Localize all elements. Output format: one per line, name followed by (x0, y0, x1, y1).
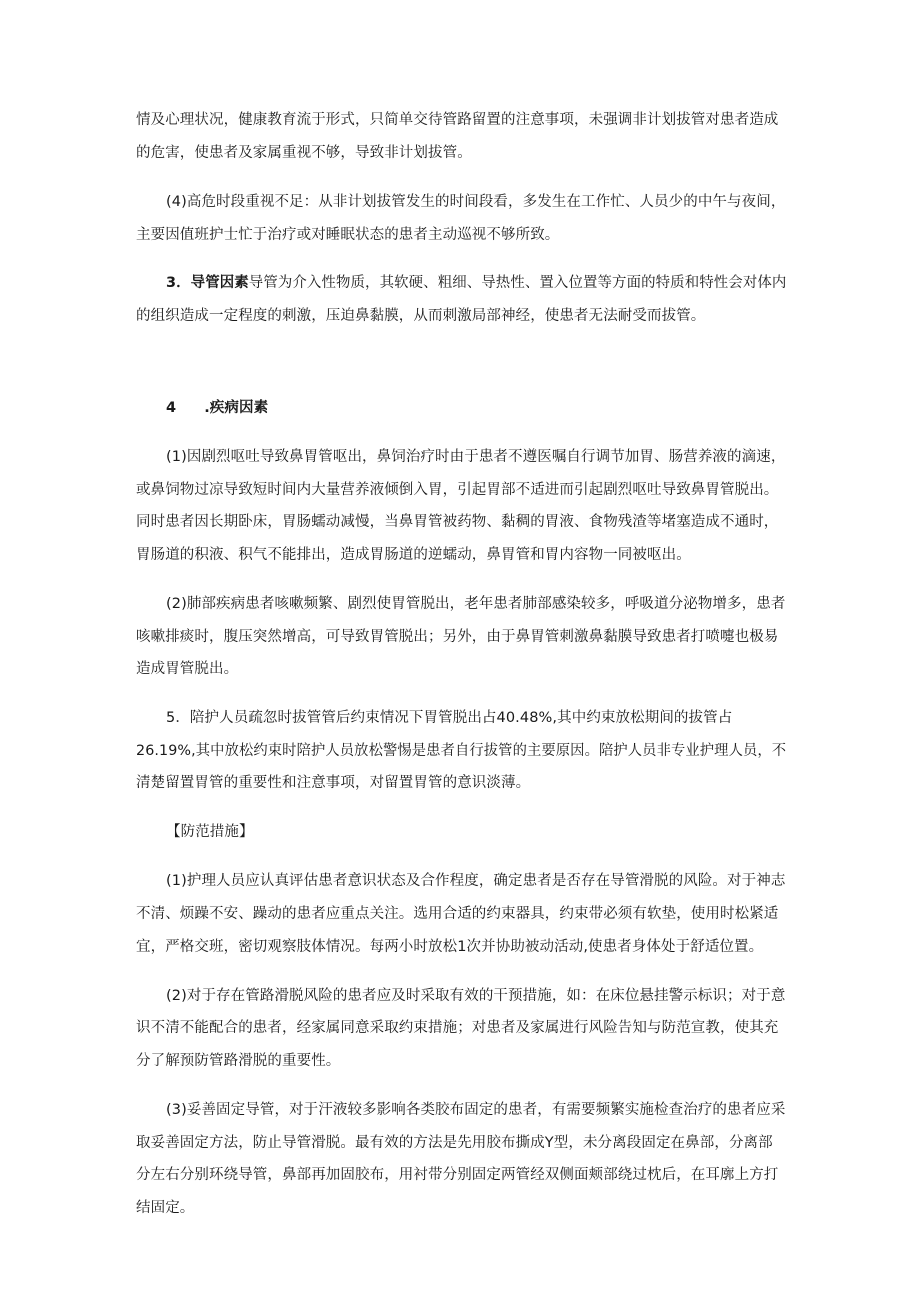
text-line: 分了解预防管路滑脱的重要性。 (136, 1053, 341, 1069)
text-line: 造成胃管脱出。 (136, 661, 239, 677)
text-line: 的组织造成一定程度的刺激，压迫鼻黏膜，从而刺激局部神经，使患者无法耐受而拔管。 (136, 308, 706, 324)
section-heading-catheter: 3．导管因素 (166, 275, 249, 291)
text-line: 主要因值班护士忙于治疗或对睡眠状态的患者主动巡视不够所致。 (136, 227, 560, 243)
text-line: 或鼻饲物过凉导致短时间内大量营养液倾倒入胃，引起胃部不适进而引起剧烈呕吐导致鼻胃管脱出。 (136, 482, 779, 498)
text-line: 咳嗽排痰时，腹压突然增高，可导致胃管脱出；另外，由于鼻胃管刺激鼻黏膜导致患者打喷嚏也极易 (136, 629, 779, 645)
section-label: .疾病因素 (204, 400, 269, 416)
text-line: 不清、烦躁不安、躁动的患者应重点关注。选用合适的约束器具，约束带必须有软垫，使用时松紧适 (136, 906, 779, 922)
text-line: (3)妥善固定导管，对于汗液较多影响各类胶布固定的患者，有需要频繁实施检查治疗的患者应采 (166, 1102, 786, 1118)
text-line: (2)肺部疾病患者咳嗽频繁、剧烈使胃管脱出，老年患者肺部感染较多，呼吸道分泌物增多，患者 (166, 596, 786, 612)
section-heading-disease (166, 398, 268, 418)
text-line: 的危害，使患者及家属重视不够，导致非计划拔管。 (136, 145, 472, 161)
text-line: (1)护理人员应认真评估患者意识状态及合作程度，确定患者是否存在导管滑脱的风险。对于神志 (166, 873, 786, 889)
section-heading-measures: 【防范措施】 (166, 824, 254, 840)
text-line: (4)高危时段重视不足：从非计划拔管发生的时间段看，多发生在工作忙、人员少的中午与夜间， (166, 194, 786, 210)
text-line: 胃肠道的积液、积气不能排出，造成胃肠道的逆蠕动，鼻胃管和胃内容物一同被呕出。 (136, 547, 691, 563)
text-line: 同时患者因长期卧床，胃肠蠕动减慢，当鼻胃管被药物、黏稠的胃液、食物残渣等堵塞造成不通时， (136, 514, 779, 530)
text-line: 清楚留置胃管的重要性和注意事项，对留置胃管的意识淡薄。 (136, 775, 531, 791)
text-line: 5．陪护人员疏忽时拔管管后约束情况下胃管脱出占40.48%,其中约束放松期间的拔管占 (166, 710, 733, 726)
text-line: 26.19%,其中放松约束时陪护人员放松警惕是患者自行拔管的主要原因。陪护人员非专业护理人员，不 (136, 743, 787, 759)
text-line: 分左右分别环绕导管，鼻部再加固胶布，用衬带分别固定两管经双侧面颊部绕过枕后，在耳廓上方打 (136, 1167, 779, 1183)
text-line: 识不清不能配合的患者，经家属同意采取约束措施；对患者及家属进行风险告知与防范宣教，使其充 (136, 1020, 779, 1036)
text-line: (1)因剧烈呕吐导致鼻胃管呕出，鼻饲治疗时由于患者不遵医嘱自行调节加胃、肠营养液的滴速， (166, 449, 786, 465)
text-line: (2)对于存在管路滑脱风险的患者应及时采取有效的干预措施，如：在床位悬挂警示标识；对于意 (166, 988, 786, 1004)
section-number: 4 (166, 400, 177, 416)
text-line: 情及心理状况，健康教育流于形式，只简单交待管路留置的注意事项，未强调非计划拔管对患者造成 (136, 112, 779, 128)
catheter-paragraph-first-line (166, 273, 786, 293)
text-span: 导管为介入性物质，其软硬、粗细、导热性、置入位置等方面的特质和特性会对体内 (248, 275, 787, 291)
text-line: 宜，严格交班，密切观察肢体情况。每两小时放松1次并协助被动活动,使患者身体处于舒适位置。 (136, 939, 764, 955)
text-line: 结固定。 (136, 1200, 195, 1216)
text-line: 取妥善固定方法，防止导管滑脱。最有效的方法是先用胶布撕成Y型，未分离段固定在鼻部，分离部 (136, 1135, 773, 1151)
